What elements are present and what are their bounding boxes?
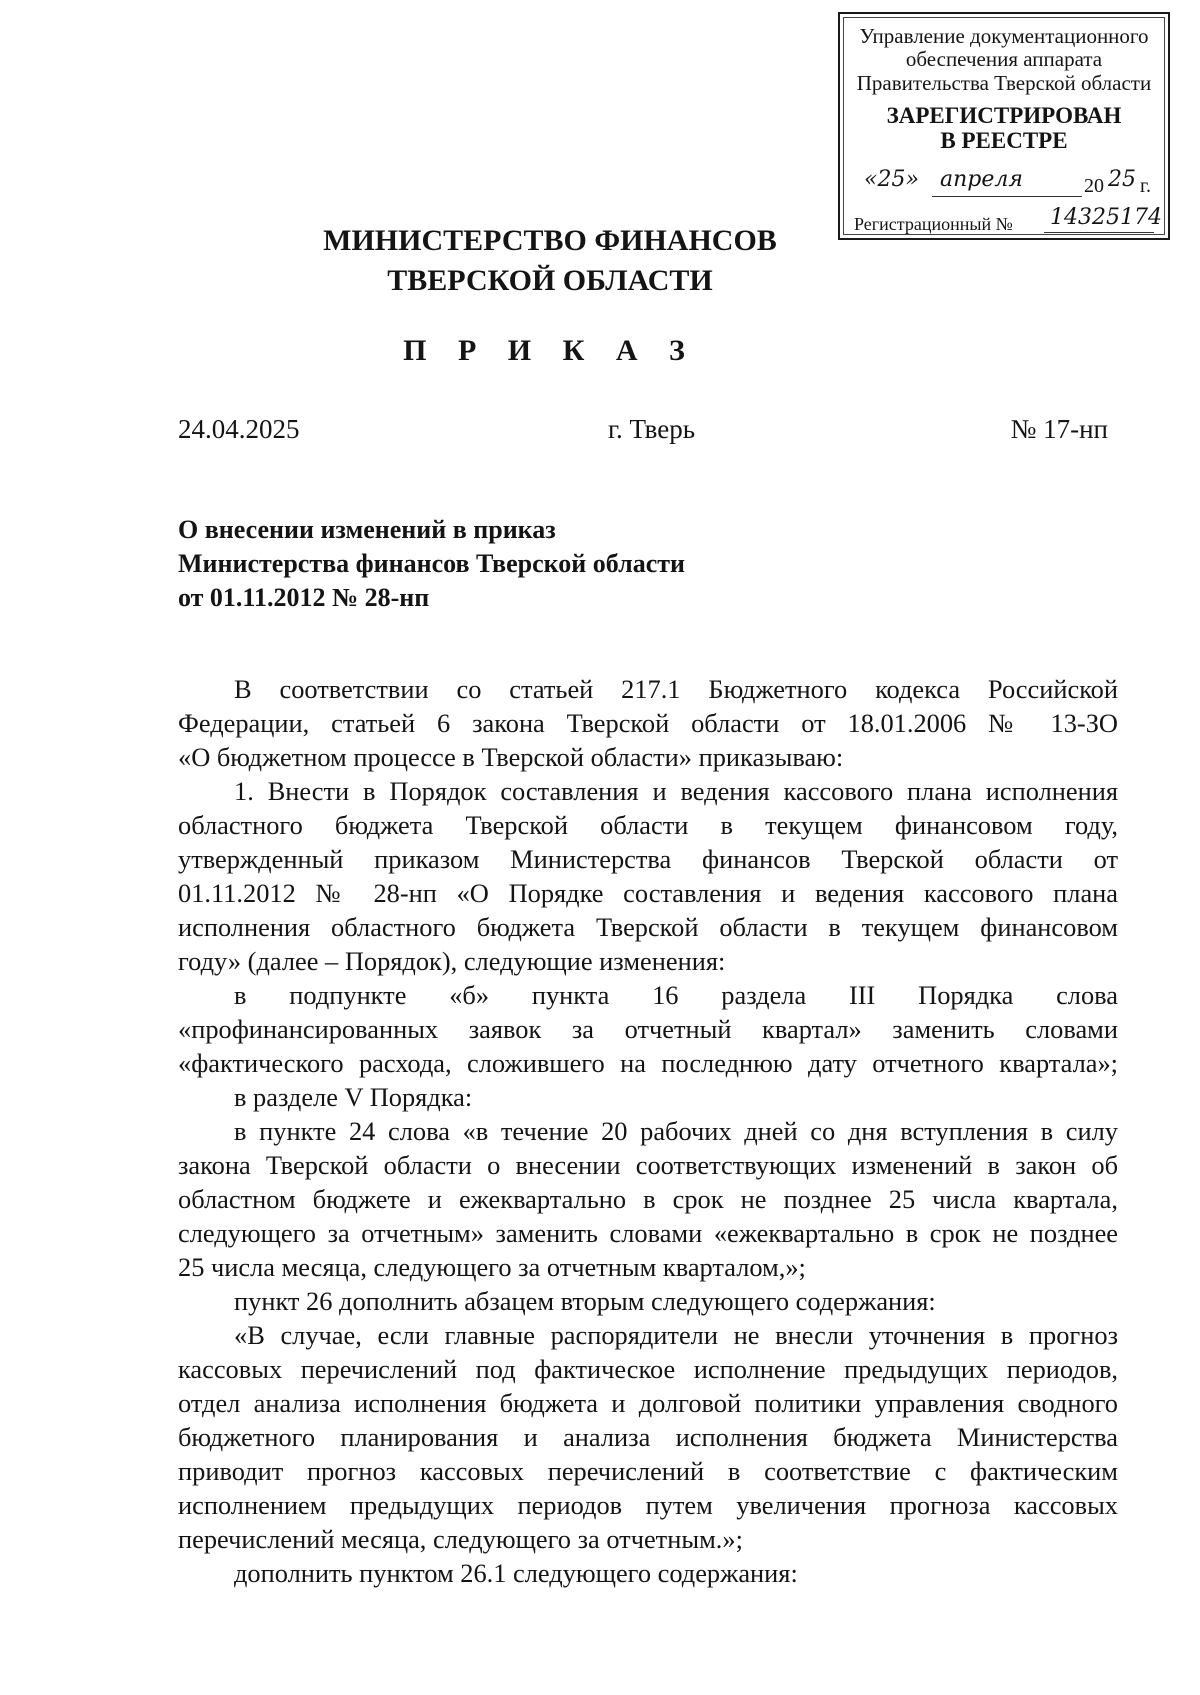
body-line: следующего за отчетным» заменить словами «ежеквартально в срок не позднее [178, 1218, 1118, 1248]
stamp-registered: ЗАРЕГИСТРИРОВАН [886, 103, 1122, 128]
stamp-date [854, 167, 1158, 200]
body-line: в пункте 24 слова «в течение 20 рабочих дней со дня вступления в силу [234, 1116, 1118, 1146]
stamp-line: обеспечения аппарата [905, 47, 1103, 71]
document-type: П Р И К А З [403, 334, 697, 367]
body-line: приводит прогноз кассовых перечислений в соответствие с фактическим [178, 1456, 1118, 1486]
body-line: отдел анализа исполнения бюджета и долговой политики управления сводного [178, 1388, 1118, 1418]
body-line: «В случае, если главные распорядители не внесли уточнения в прогноз [234, 1320, 1118, 1350]
stamp-reg-label: Регистрационный № [854, 214, 1013, 234]
body-line: 01.11.2012 № 28-нп «О Порядке составления и ведения кассового плана [178, 878, 1118, 908]
body-line: В соответствии со статьей 217.1 Бюджетного кодекса Российской [234, 674, 1118, 704]
body-line: исполнения областного бюджета Тверской области в текущем финансовом [178, 912, 1118, 942]
stamp-line: Управление документационного [859, 24, 1149, 48]
body-line: 25 числа месяца, следующего за отчетным кварталом,»; [178, 1252, 806, 1282]
ministry-name: МИНИСТЕРСТВО ФИНАНСОВ [323, 224, 777, 257]
registration-stamp [838, 12, 1170, 240]
document-title: от 01.11.2012 № 28-нп [178, 583, 430, 612]
stamp-registered: В РЕЕСТРЕ [940, 128, 1068, 153]
body-line: «профинансированных заявок за отчетный квартал» заменить словами [178, 1014, 1118, 1044]
body-line: исполнением предыдущих периодов путем увеличения прогноза кассовых [178, 1490, 1118, 1520]
stamp-day: «25» [864, 167, 919, 192]
body-line: «О бюджетном процессе в Тверской области» приказываю: [178, 742, 844, 772]
body-line: перечислений месяца, следующего за отчетным.»; [178, 1524, 743, 1554]
stamp-year: 25 [1108, 167, 1136, 192]
body-line: кассовых перечислений под фактическое исполнение предыдущих периодов, [178, 1354, 1118, 1384]
document-date: 24.04.2025 [178, 414, 300, 444]
stamp-month: апреля [940, 167, 1023, 192]
ministry-region: ТВЕРСКОЙ ОБЛАСТИ [387, 264, 713, 297]
body-line: пункт 26 дополнить абзацем вторым следующего содержания: [234, 1286, 936, 1316]
stamp-date-underline [932, 196, 1082, 197]
stamp-year-suffix: г. [1140, 175, 1151, 197]
document-title: Министерства финансов Тверской области [178, 549, 685, 578]
body-line: «фактического расхода, сложившего на последнюю дату отчетного квартала»; [178, 1048, 1118, 1078]
document-title: О внесении изменений в приказ [178, 515, 556, 544]
stamp-reg-value: 14325174 [1050, 205, 1162, 230]
body-line: областном бюджете и ежеквартально в срок не позднее 25 числа квартала, [178, 1184, 1118, 1214]
body-line: году» (далее – Порядок), следующие изменения: [178, 946, 726, 976]
body-line: дополнить пунктом 26.1 следующего содержания: [234, 1558, 798, 1588]
body-line: 1. Внести в Порядок составления и ведения кассового плана исполнения [234, 776, 1118, 806]
body-line: в подпункте «б» пункта 16 раздела III Порядка слова [234, 980, 1118, 1010]
body-line: областного бюджета Тверской области в текущем финансовом году, [178, 810, 1118, 840]
stamp-line: Правительства Тверской области [856, 71, 1152, 95]
stamp-year-prefix: 20 [1084, 175, 1104, 197]
body-line: утвержденный приказом Министерства финансов Тверской области от [178, 844, 1118, 874]
body-line: Федерации, статьей 6 закона Тверской области от 18.01.2006 № 13-ЗО [178, 708, 1118, 738]
document-city: г. Тверь [608, 414, 696, 444]
body-line: закона Тверской области о внесении соответствующих изменений в закон об [178, 1150, 1118, 1180]
body-line: бюджетного планирования и анализа исполнения бюджета Министерства [178, 1422, 1118, 1452]
document-number: № 17-нп [1010, 414, 1108, 444]
body-line: в разделе V Порядка: [234, 1082, 473, 1112]
